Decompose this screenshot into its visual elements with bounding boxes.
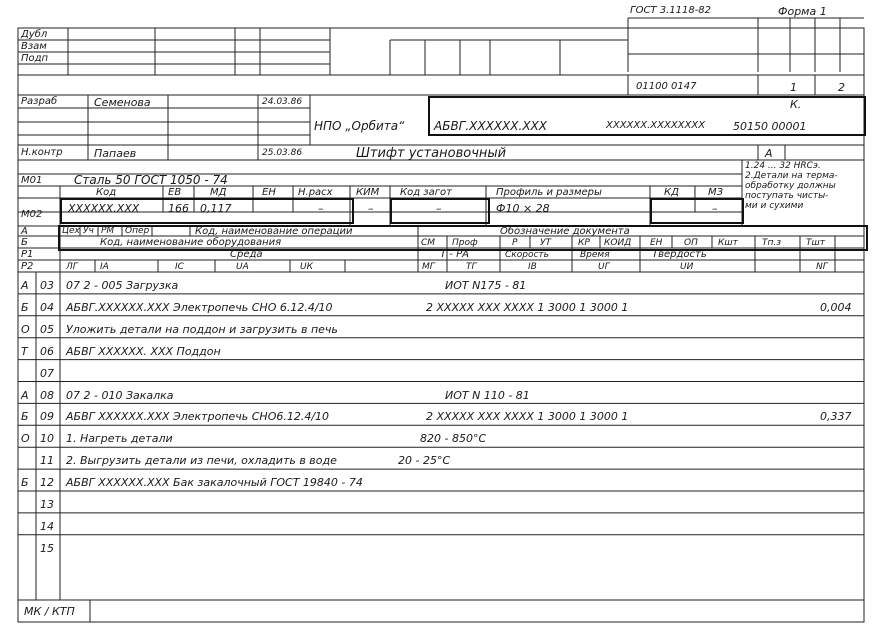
row-number: 12 bbox=[40, 476, 54, 490]
col-ic: IС bbox=[175, 262, 184, 272]
col-kr: КР bbox=[578, 238, 590, 248]
note-line-3: обработку должны bbox=[745, 181, 836, 191]
col-lg: ЛГ bbox=[66, 262, 78, 272]
row-a-label: А bbox=[21, 226, 28, 237]
row-text: 2. Выгрузить детали из печи, охладить в воде bbox=[66, 454, 337, 468]
col-tsht: Тшт bbox=[806, 238, 825, 248]
row-temp: 820 - 850°C bbox=[420, 432, 487, 446]
note-line-4: поступать чисты- bbox=[745, 191, 829, 201]
control-label: Н.контр bbox=[21, 147, 63, 158]
row-number: 14 bbox=[40, 519, 54, 533]
col-rm: РМ bbox=[101, 226, 115, 236]
hdr-profile: Профиль и размеры bbox=[496, 187, 602, 198]
col-koid: КОИД bbox=[604, 238, 632, 248]
note-line-1: 1.24 ... 32 HRCэ. bbox=[745, 161, 821, 171]
col-env: Среда bbox=[230, 249, 263, 260]
col-ug: UГ bbox=[598, 262, 610, 272]
col-equipment: Код, наименование оборудования bbox=[100, 237, 282, 248]
col-speed: Скорость bbox=[505, 250, 549, 260]
developed-date: 24.03.86 bbox=[262, 97, 303, 107]
row-number: 05 bbox=[40, 322, 54, 336]
m02-label: М02 bbox=[21, 209, 43, 220]
litera: К. bbox=[790, 98, 802, 111]
row-text: 07 2 - 010 Закалка bbox=[66, 388, 174, 402]
control-name: Папаев bbox=[94, 147, 137, 160]
col-ui: UИ bbox=[680, 262, 694, 272]
developed-name: Семенова bbox=[94, 96, 151, 109]
row-temp: 20 - 25°C bbox=[398, 454, 451, 468]
org-code: 50150 00001 bbox=[733, 120, 807, 133]
material-text: Сталь 50 ГОСТ 1050 - 74 bbox=[74, 173, 228, 187]
col-ia: IA bbox=[100, 262, 109, 272]
row-prefix: А bbox=[21, 388, 29, 402]
col-ng: NГ bbox=[816, 262, 828, 272]
row-tsht: 0,337 bbox=[820, 410, 852, 424]
hdr-kim: КИМ bbox=[356, 187, 380, 198]
dubl-label: Дубл bbox=[21, 29, 48, 40]
col-oper: Опер bbox=[125, 226, 150, 236]
col-sm: СМ bbox=[421, 238, 436, 248]
row-text: АБВГ.XXXXXX.XXX Электропечь СНО 6.12.4/10 bbox=[66, 300, 333, 314]
col-hardness: Твердость bbox=[652, 249, 707, 260]
row-number: 03 bbox=[40, 279, 54, 292]
note-line-5: ми и сухими bbox=[745, 201, 804, 211]
m01-label: М01 bbox=[21, 175, 43, 186]
row-doc: ИОТ N175 - 81 bbox=[445, 279, 527, 292]
col-tg: ТГ bbox=[466, 262, 477, 272]
col-en: ЕН bbox=[650, 238, 663, 248]
m02-kodzag: – bbox=[436, 202, 442, 215]
col-time: Время bbox=[580, 250, 610, 260]
col-mg: МГ bbox=[422, 262, 435, 272]
row-prefix: О bbox=[21, 432, 30, 446]
hdr-ev: ЕВ bbox=[168, 187, 182, 198]
standard-label: ГОСТ 3.1118-82 bbox=[630, 5, 712, 16]
row-prefix: Б bbox=[21, 410, 29, 424]
row-prefix: Б bbox=[21, 300, 29, 314]
sheet-number: 1 bbox=[790, 81, 797, 94]
control-date: 25.03.86 bbox=[262, 148, 303, 158]
designation-2: XXXXXX.XXXXXXXX bbox=[606, 120, 706, 131]
hdr-kod: Код bbox=[96, 187, 117, 198]
row-number: 07 bbox=[40, 366, 54, 380]
row-p2-label: Р2 bbox=[21, 261, 34, 272]
m02-kim: – bbox=[368, 202, 374, 215]
row-prefix: Б bbox=[21, 476, 29, 490]
row-text: 07 2 - 005 Загрузка bbox=[66, 279, 179, 292]
col-ib: IВ bbox=[528, 262, 537, 272]
col-ksht: Кшт bbox=[718, 238, 738, 248]
row-p1-label: Р1 bbox=[21, 249, 34, 260]
col-tpa: Т - РА bbox=[440, 249, 469, 260]
row-number: 11 bbox=[40, 454, 54, 468]
row-number: 09 bbox=[40, 410, 54, 424]
row-prefix: О bbox=[21, 322, 30, 336]
organization: НПО „Орбита“ bbox=[314, 119, 405, 133]
m02-nrash: – bbox=[318, 202, 324, 215]
hdr-md: МД bbox=[210, 187, 227, 198]
row-number: 08 bbox=[40, 388, 54, 402]
row-params: 2 XXXXX XXX XXXX 1 3000 1 3000 1 bbox=[426, 410, 629, 424]
row-text: АБВГ XXXXXX. XXX Поддон bbox=[66, 344, 221, 358]
row-number: 04 bbox=[40, 300, 54, 314]
row-text: АБВГ XXXXXX.XXX Бак закалочный ГОСТ 19840 - 74 bbox=[66, 476, 363, 490]
row-text: АБВГ XXXXXX.XXX Электропечь СНО6.12.4/10 bbox=[66, 410, 330, 424]
m02-code: XXXXXX.XXX bbox=[68, 202, 140, 215]
m02-md: 0,117 bbox=[200, 202, 232, 215]
m02-ev: 166 bbox=[168, 202, 189, 215]
hdr-nrash: Н.расх bbox=[298, 187, 333, 198]
col-ceh: Цех bbox=[62, 226, 80, 236]
col-op: ОП bbox=[684, 238, 698, 248]
sheets-count: 2 bbox=[838, 81, 845, 94]
row-text: 1. Нагреть детали bbox=[66, 432, 173, 446]
m02-mz: – bbox=[712, 202, 718, 215]
row-text: Уложить детали на поддон и загрузить в печь bbox=[66, 322, 338, 336]
row-b-label: Б bbox=[21, 237, 28, 248]
col-r: Р bbox=[512, 238, 518, 248]
row-doc: ИОТ N 110 - 81 bbox=[445, 388, 530, 402]
footer-label: МК / КТП bbox=[24, 605, 75, 618]
row-number: 13 bbox=[40, 498, 54, 511]
vzam-label: Взам bbox=[21, 41, 47, 52]
col-prof: Проф bbox=[452, 238, 478, 248]
row-tsht: 0,004 bbox=[820, 300, 852, 314]
hdr-kd: КД bbox=[664, 187, 679, 198]
row-number: 06 bbox=[40, 344, 54, 358]
mz-box bbox=[650, 198, 744, 224]
designation: АБВГ.XXXXXX.XXX bbox=[434, 119, 547, 133]
col-ua: UA bbox=[236, 262, 249, 272]
part-name: Штифт установочный bbox=[356, 146, 507, 161]
col-uch: Уч bbox=[83, 226, 94, 236]
hdr-kodzag: Код загот bbox=[400, 187, 452, 198]
row-prefix: Т bbox=[21, 344, 28, 358]
col-operation: Код, наименование операции bbox=[195, 226, 353, 237]
row-prefix: А bbox=[21, 279, 29, 292]
row-params: 2 XXXXX XXX XXXX 1 3000 1 3000 1 bbox=[426, 300, 629, 314]
hdr-en: ЕН bbox=[262, 187, 276, 198]
m02-profile: Ф10 × 28 bbox=[496, 202, 550, 215]
note-line-2: 2.Детали на терма- bbox=[745, 171, 838, 181]
a-mark: А bbox=[765, 147, 773, 160]
col-ut: УТ bbox=[540, 238, 551, 248]
form-label: Форма 1 bbox=[778, 5, 827, 18]
col-uk: UК bbox=[300, 262, 313, 272]
col-doc: Обозначение документа bbox=[500, 226, 630, 237]
hdr-mz: МЗ bbox=[708, 187, 724, 198]
col-tpz: Тп.з bbox=[762, 238, 782, 248]
row-number: 15 bbox=[40, 541, 54, 555]
podp-label: Подп bbox=[21, 53, 49, 64]
row-number: 10 bbox=[40, 432, 54, 446]
developed-label: Разраб bbox=[21, 96, 58, 107]
doc-code: 01100 0147 bbox=[636, 81, 697, 92]
